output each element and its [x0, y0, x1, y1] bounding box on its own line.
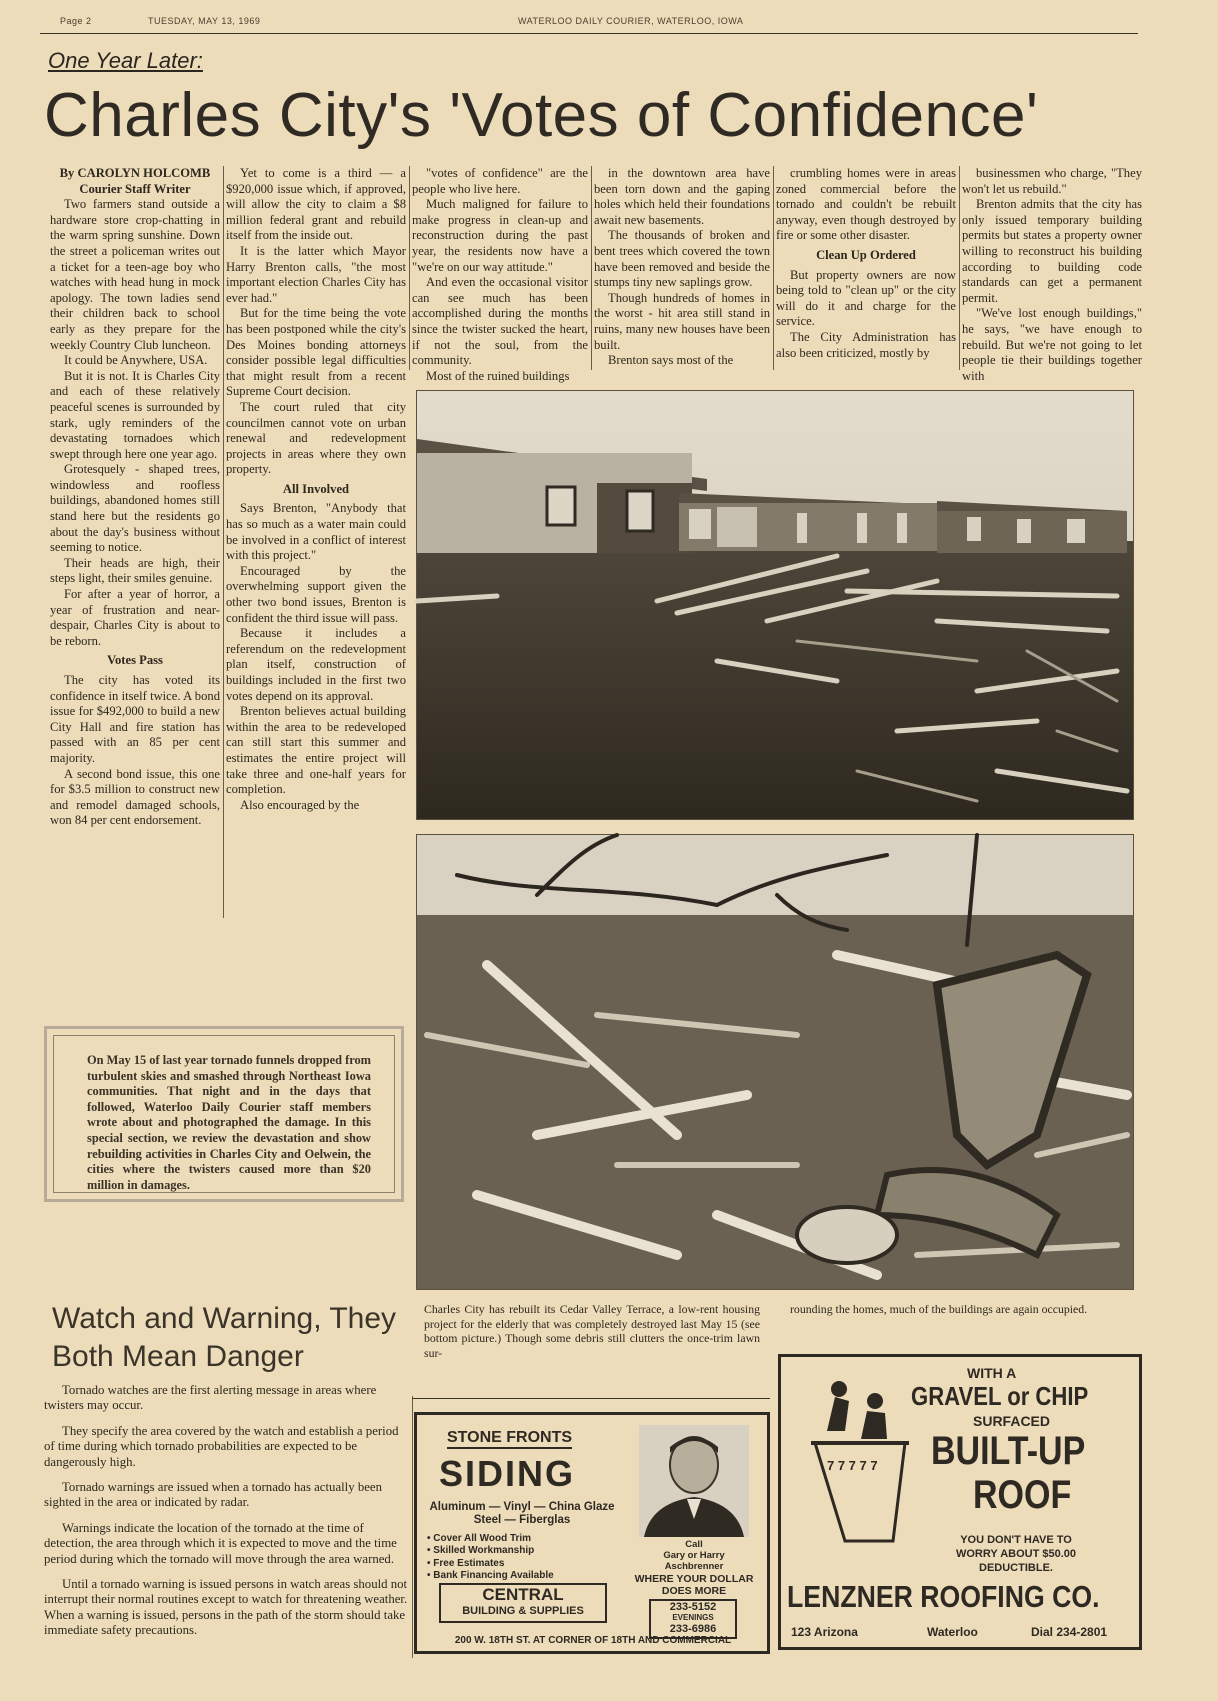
column-divider: [591, 166, 592, 370]
photo-rebuilt-terrace-image: [417, 391, 1133, 819]
paragraph: It is the latter which Mayor Harry Brenton calls, "the most important election Charles City has ever had.": [226, 243, 406, 305]
paragraph: Most of the ruined buildings: [426, 368, 570, 383]
article-column-3: [412, 166, 588, 383]
ad-bullet: • Free Estimates: [427, 1557, 505, 1569]
paragraph: A second bond issue, this one for $3.5 million to construct new and remodel damaged schools, won 84 per cent endorsement.: [50, 766, 220, 828]
subhead-all-involved: All Involved: [282, 481, 350, 496]
paragraph: But property owners are now being told to "clean up" or the city will do it and charge for the service.: [776, 267, 956, 329]
ad-stone-fronts: STONE FRONTS: [447, 1429, 572, 1449]
paragraph: Though hundreds of homes in the worst - hit area still stand in ruins, many new houses have been built.: [594, 290, 770, 352]
photo-caption-left: Charles City has rebuilt its Cedar Valley Terrace, a low-rent housing project for the elderly that was completely destroyed last May 15 (see bottom picture.) Though some debris still clutters the once-trim lawn sur-: [424, 1302, 760, 1360]
ad-lenzner-phone: Dial 234-2801: [1031, 1625, 1108, 1639]
issue-date: TUESDAY, MAY 13, 1969: [148, 16, 261, 26]
masthead: [58, 16, 1138, 32]
article-column-5: [776, 166, 956, 372]
column-divider: [412, 1396, 413, 1658]
subhead-clean-up: Clean Up Ordered: [816, 247, 916, 262]
masthead-rule: [40, 33, 1138, 34]
ad-bullet: • Bank Financing Available: [427, 1570, 554, 1582]
kicker: One Year Later:: [48, 48, 203, 73]
paragraph: They specify the area covered by the watch and establish a period of time during which tornado probabilities are expected to be dangerously high.: [44, 1423, 399, 1469]
ad-phone-box: [649, 1599, 737, 1639]
column-divider: [223, 166, 224, 918]
article-column-4: [594, 166, 770, 372]
portrait-icon: [639, 1425, 749, 1537]
paragraph: But for the time being the vote has been postponed while the city's Des Moines bonding attorneys consider possible legal difficulties that might result from a recent Supreme Court decision.: [226, 306, 406, 399]
paragraph: Brenton admits that the city has only issued temporary building permits but states a property owner willing to reconstruct his building according to building code standards can get a permanent permit.: [962, 197, 1142, 305]
paragraph: in the downtown area have been torn down and the gaping holes which held their foundations await new basements.: [594, 166, 770, 227]
ad-bullets: [427, 1533, 554, 1583]
paragraph: "We've lost enough buildings," he says, "we have enough to rebuild. But we're not going to let people tie their buildings together with: [962, 306, 1142, 383]
paragraph: businessmen who charge, "They won't let us rebuild.": [962, 166, 1142, 196]
ad-built-up: BUILT-UP: [931, 1429, 1086, 1473]
article-column-2: [226, 166, 406, 918]
ad-lenzner-city: Waterloo: [927, 1625, 978, 1639]
ad-company: CENTRAL: [482, 1585, 564, 1604]
ad-siding: SIDING: [439, 1453, 576, 1494]
section-rule: [412, 1398, 770, 1399]
ad-address: 200 W. 18TH ST. AT CORNER OF 18TH AND COMMERCIAL: [454, 1635, 732, 1646]
ad-call: Call: [685, 1539, 703, 1550]
ad-phone: 233-5152: [669, 1601, 717, 1613]
paragraph: Tornado warnings are issued when a tornado has actually been sighted in the area or indicated by radar.: [44, 1480, 382, 1510]
paragraph: Their heads are high, their steps light, their smiles genuine.: [50, 555, 220, 586]
ad-bullet: • Skilled Workmanship: [427, 1545, 535, 1557]
ad-lenzner-roofing: [778, 1354, 1142, 1650]
ad-names: Gary or Harry: [663, 1550, 725, 1561]
ad-lenzner-address: 123 Arizona: [791, 1625, 858, 1639]
ad-gravel-chip: GRAVEL or CHIP: [911, 1381, 1089, 1411]
watch-warning-headline: Watch and Warning, They Both Mean Danger: [52, 1302, 397, 1373]
paragraph: The court ruled that city councilmen cannot vote on urban renewal and redevelopment projects in areas where they own property.: [226, 399, 406, 477]
ad-central-building: [414, 1412, 770, 1654]
subhead-votes-pass: Votes Pass: [107, 653, 163, 668]
column-divider: [773, 166, 774, 370]
paragraph: Yet to come is a third — a $920,000 issue which, if approved, will allow the city to claim a $8 million federal grant and rebuild itself from the inside out.: [226, 166, 406, 243]
page-number: Page 2: [60, 16, 92, 26]
ad-surname: Aschbrenner: [664, 1561, 724, 1572]
byline: By CAROLYN HOLCOMB: [59, 166, 211, 180]
headline: Charles City's 'Votes of Confidence': [44, 81, 1039, 150]
article-column-1: [50, 166, 220, 918]
ad-roof: ROOF: [973, 1473, 1072, 1517]
paragraph: Until a tornado warning is issued persons in watch areas should not interrupt their normal routines except to watch for threatening weather. When a warning is issued, persons in the path of the storm should take immediate safety precautions.: [44, 1577, 408, 1638]
byline-title: Courier Staff Writer: [79, 181, 191, 196]
photo-rebuilt-terrace: [416, 390, 1134, 820]
ad-company-sub: BUILDING & SUPPLIES: [462, 1605, 584, 1617]
ad-company-box: [439, 1583, 607, 1623]
tornado-note-box: On May 15 of last year tornado funnels dropped from turbulent skies and smashed through Northeast Iowa communities. That night and in the days that followed, Waterloo Daily Courier staff members wrote about and photographed the damage. In this special section, we review the devastation and show rebuilding activities in Charles City and Oelwein, the cities where the twisters caused more than $20 million in damages.: [44, 1026, 404, 1202]
ad-surfaced: SURFACED: [973, 1413, 1051, 1429]
paragraph: But it is not. It is Charles City and each of these relatively peaceful scenes is surrounded by stark, ugly reminders of the devastating tornadoes which swept through here one year ago.: [50, 368, 220, 461]
ad-lenzner-company: LENZNER ROOFING CO.: [787, 1579, 1100, 1614]
article-column-6: [962, 166, 1142, 383]
paragraph: It could be Anywhere, USA.: [64, 353, 208, 368]
paragraph: "votes of confidence" are the people who live here.: [412, 166, 588, 196]
watch-warning-body: [44, 1383, 408, 1649]
ad-phone-evening: 233-6986: [669, 1623, 717, 1635]
ad-contact: [639, 1539, 749, 1572]
paper-name: WATERLOO DAILY COURIER, WATERLOO, IOWA: [518, 16, 744, 26]
paragraph: Tornado watches are the first alerting message in areas where twisters may occur.: [44, 1383, 377, 1413]
paragraph: The City Administration has also been criticized, mostly by: [776, 329, 956, 360]
paragraph: The thousands of broken and bent trees which covered the town have been removed and beside the stumps tiny new saplings grow.: [594, 228, 770, 290]
ad-slogan: WHERE YOUR DOLLAR DOES MORE: [634, 1573, 754, 1597]
column-divider: [959, 166, 960, 370]
paragraph: Brenton says most of the: [608, 353, 734, 368]
paragraph: Grotesquely - shaped trees, windowless and roofless buildings, abandoned homes still stand here but the residents go about the day's business without seeming to notice.: [50, 462, 220, 555]
ad-deductible: YOU DON'T HAVE TO WORRY ABOUT $50.00 DEDUCTIBLE.: [955, 1534, 1076, 1574]
paragraph: Warnings indicate the location of the tornado at the time of detection, the area through which it is expected to move and the time period during which the tornado will move through the area warned.: [44, 1520, 397, 1566]
paragraph: Says Brenton, "Anybody that has so much as a water main could be involved in a conflict of interest with this project.": [226, 501, 406, 563]
photo-tornado-debris: [416, 834, 1134, 1290]
paragraph: Brenton believes actual building within the area to be redeveloped can still start this summer and estimates the entire project will take three and one-half years for completion.: [226, 704, 406, 797]
ad-evenings: EVENINGS: [672, 1613, 714, 1622]
photo-caption-right: rounding the homes, much of the buildings are again occupied.: [790, 1302, 1088, 1316]
ad-portrait: [639, 1425, 749, 1537]
ad-bullet: • Cover All Wood Trim: [427, 1533, 532, 1544]
paragraph: For after a year of horror, a year of frustration and near-despair, Charles City is about to be reborn.: [50, 587, 220, 648]
paragraph: crumbling homes were in areas zoned commercial before the tornado and couldn't be rebuilt anyway, even though destroyed by fire or some other disaster.: [776, 166, 956, 243]
paragraph: Encouraged by the overwhelming support given the other two bond issues, Brenton is confident the third issue will pass.: [226, 563, 406, 625]
paragraph: Much maligned for failure to make progress in clean-up and reconstruction during the past year, the residents now have a "we're on our way attitude.": [412, 197, 588, 274]
paragraph: And even the occasional visitor can see much has been accomplished during the months since the twister sucked the heart, if not the soul, from the community.: [412, 275, 588, 368]
paragraph: Because it includes a referendum on the redevelopment plan itself, construction of buildings included in the first two votes depend on its approval.: [226, 626, 406, 703]
ad-roofers-illustration: [805, 1371, 915, 1551]
photo-tornado-debris-image: [417, 835, 1133, 1289]
ad-with-a: WITH A: [967, 1365, 1017, 1381]
ad-materials: Aluminum — Vinyl — China Glaze Steel — Fiberglas: [429, 1501, 615, 1526]
paragraph: The city has voted its confidence in itself twice. A bond issue for $492,000 to build a new City Hall and fire station has passed with an 85 per cent majority.: [50, 673, 220, 765]
column-divider: [409, 166, 410, 370]
paragraph: Also encouraged by the: [240, 797, 360, 812]
ad-bucket-numerals: 7 7 7 7 7: [827, 1458, 878, 1473]
paragraph: Two farmers stand outside a hardware store crop-chatting in the warm spring sunshine. Down the street a policeman writes out a ticket for a teen-age boy who watches with head hung in mock apology. The town ladies send their children back to school early as they prepare for the weekly Country Club luncheon.: [50, 197, 220, 352]
